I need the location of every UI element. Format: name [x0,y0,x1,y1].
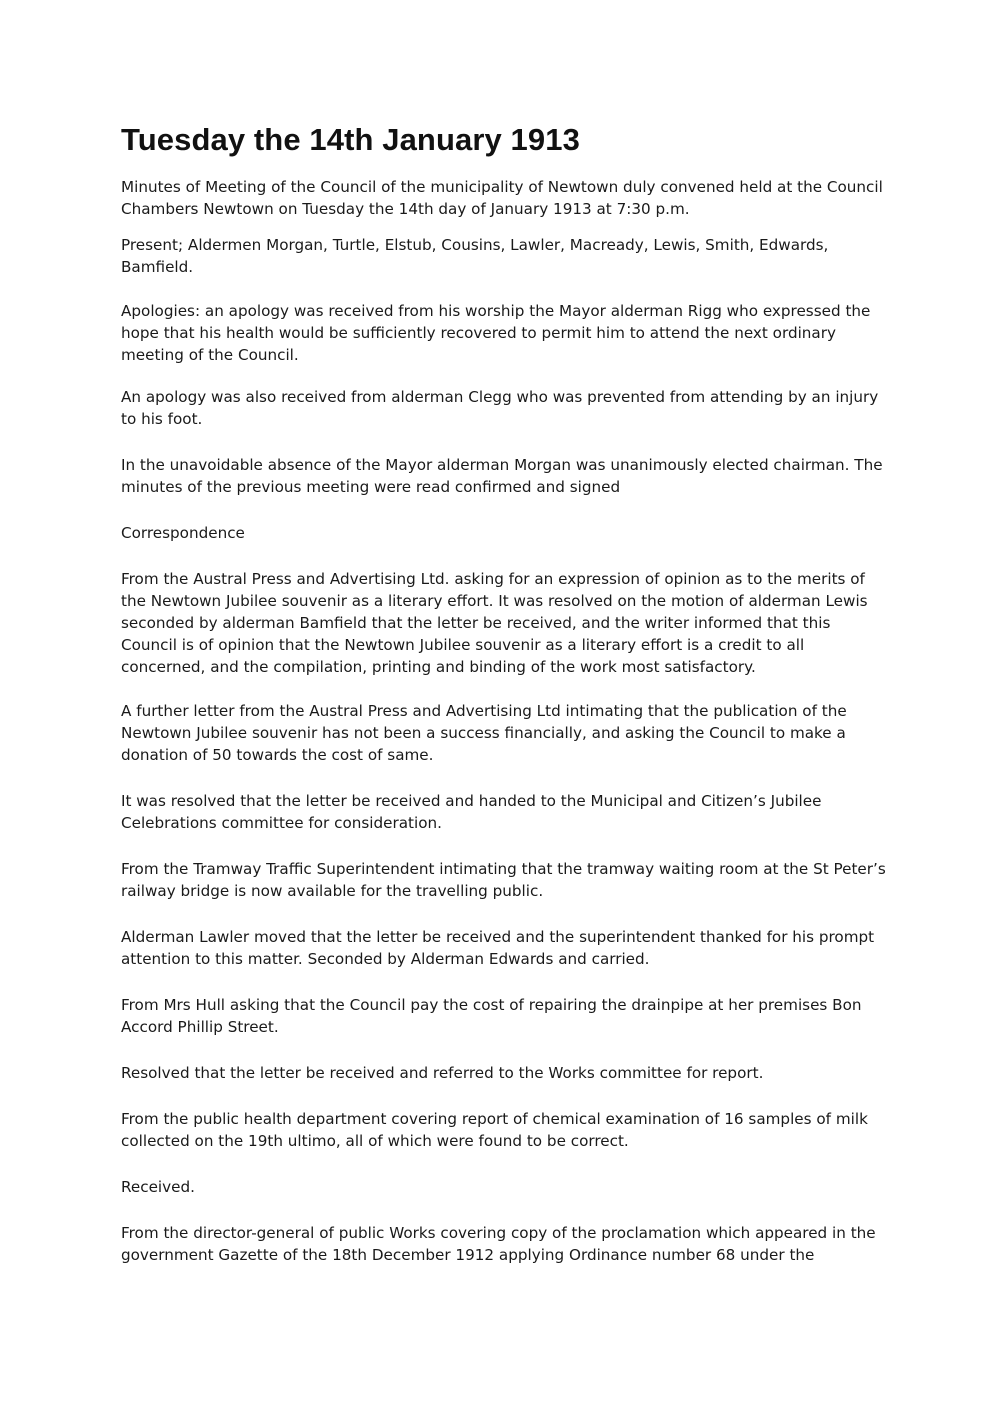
paragraph-apology-clegg: An apology was also received from alderman Clegg who was prevented from attending by an injury to his foot. [121,388,879,428]
paragraph-jubilee-committee: It was resolved that the letter be received and handed to the Municipal and Citizen’s Jubilee Celebrations committee for consideration. [121,792,822,832]
paragraph-meeting-intro: Minutes of Meeting of the Council of the municipality of Newtown duly convened held at the Council Chambers Newtown on Tuesday the 14th day of January 1913 at 7:30 p.m. [121,178,883,218]
section-heading-correspondence: Correspondence [121,524,245,542]
paragraph-director-general: From the director-general of public Works covering copy of the proclamation which appeared in the government Gazette of the 18th December 1912 applying Ordinance number 68 under the [121,1224,876,1264]
paragraph-tramway: From the Tramway Traffic Superintendent intimating that the tramway waiting room at the St Peter’s railway bridge is now available for the travelling public. [121,860,886,900]
paragraph-lawler-motion: Alderman Lawler moved that the letter be received and the superintendent thanked for his prompt attention to this matter. Seconded by Alderman Edwards and carried. [121,928,875,968]
paragraph-austral-press-opinion: From the Austral Press and Advertising Ltd. asking for an expression of opinion as to the merits of the Newtown Jubilee souvenir as a literary effort. It was resolved on the motion of alderman Lewis seconded by alderman Bamfield that the letter be received, and the writer informed that this Council is of opinion that the Newtown Jubilee souvenir as a literary effort is a credit to all concerned, and the compilation, printing and binding of the work most satisfactory. [121,570,868,676]
document-page [121,118,891,1266]
paragraph-austral-press-donation: A further letter from the Austral Press and Advertising Ltd intimating that the publication of the Newtown Jubilee souvenir has not been a success financially, and asking the Council to make a donation of 50 towards the cost of same. [121,702,847,764]
paragraph-chairman: In the unavoidable absence of the Mayor alderman Morgan was unanimously elected chairman. The minutes of the previous meeting were read confirmed and signed [121,456,883,496]
paragraph-present: Present; Aldermen Morgan, Turtle, Elstub, Cousins, Lawler, Macready, Lewis, Smith, Edwards, Bamfield. [121,236,829,276]
paragraph-apologies: Apologies: an apology was received from his worship the Mayor alderman Rigg who expressed the hope that his health would be sufficiently recovered to permit him to attend the next ordinary meeting of the Council. [121,302,871,364]
paragraph-works-committee: Resolved that the letter be received and referred to the Works committee for report. [121,1064,764,1082]
paragraph-received: Received. [121,1178,195,1196]
page-title: Tuesday the 14th January 1913 [121,122,580,157]
paragraph-public-health: From the public health department covering report of chemical examination of 16 samples of milk collected on the 19th ultimo, all of which were found to be correct. [121,1110,868,1150]
paragraph-mrs-hull: From Mrs Hull asking that the Council pay the cost of repairing the drainpipe at her premises Bon Accord Phillip Street. [121,996,862,1036]
